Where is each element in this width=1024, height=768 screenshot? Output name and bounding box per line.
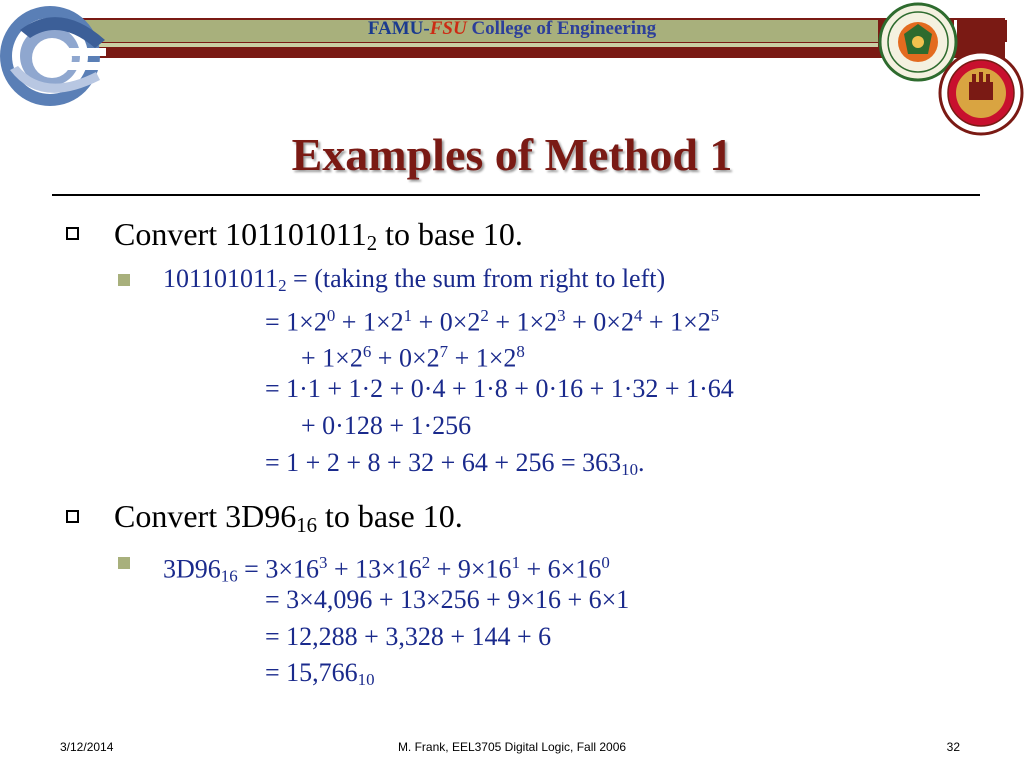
header-strip-light [40,43,878,47]
footer-center: M. Frank, EEL3705 Digital Logic, Fall 2006 [397,740,627,754]
footer-date: 3/12/2014 [60,740,114,754]
footer-page-number: 32 [946,740,960,754]
bullet-2-line-2: = 3×4,096 + 13×256 + 9×16 + 6×1 [265,585,630,614]
bullet-1: Convert $101101011_2$ to base 10. [114,216,523,256]
bullet-box-icon [66,510,79,523]
bullet-1-line-2: = $1\times 2^0 + 1\times 2^1 + 0\times 2^2 + 1\times 2^3 + 0\times 2^4 + 1\times 2^5$ [265,306,720,337]
college-logo-icon [0,0,118,118]
header-dash: - [423,18,430,39]
bullet-square-icon [118,557,130,569]
bullet-2-line-4: = $15,766_{10}$ [265,658,375,690]
bullet-1-line-4: = 1·1 + 1·2 + 0·4 + 1·8 + 0·16 + 1·32 + 1·64 [265,374,734,403]
slide-title: Examples of Method 1 [291,129,733,180]
bullet-2-line-1: $3D96_{16} = 3\times 16^3 + 13\times 16^2 + 9\times 16^1 + 6\times 16^0$ [163,553,610,586]
bullet-2-line-3: = 12,288 + 3,328 + 144 + 6 [265,622,552,651]
bullet-square-icon [118,274,130,286]
bullet-1-line-1: $101101011_2$ = (taking the sum from right to left) [163,264,666,296]
bullet-box-icon [66,227,79,240]
header-title [0,18,1024,40]
header-famu: FAMU [367,18,424,39]
bullet-1-line-6: = $1 + 2 + 8 + 32 + 64 + 256 = 363_{10}$. [265,448,645,480]
header-college: College of Engineering [466,18,657,39]
fsu-seal-icon [938,50,1024,136]
bullet-1-line-3: + $1\times 2^6 + 0\times 2^7 + 1\times 2^8$ [301,342,525,373]
bullet-2: Convert $3D96_{16}$ to base 10. [114,498,463,538]
title-divider [52,194,980,196]
header-fsu: FSU [429,18,467,39]
bullet-1-line-5: + 0·128 + 1·256 [301,411,472,440]
